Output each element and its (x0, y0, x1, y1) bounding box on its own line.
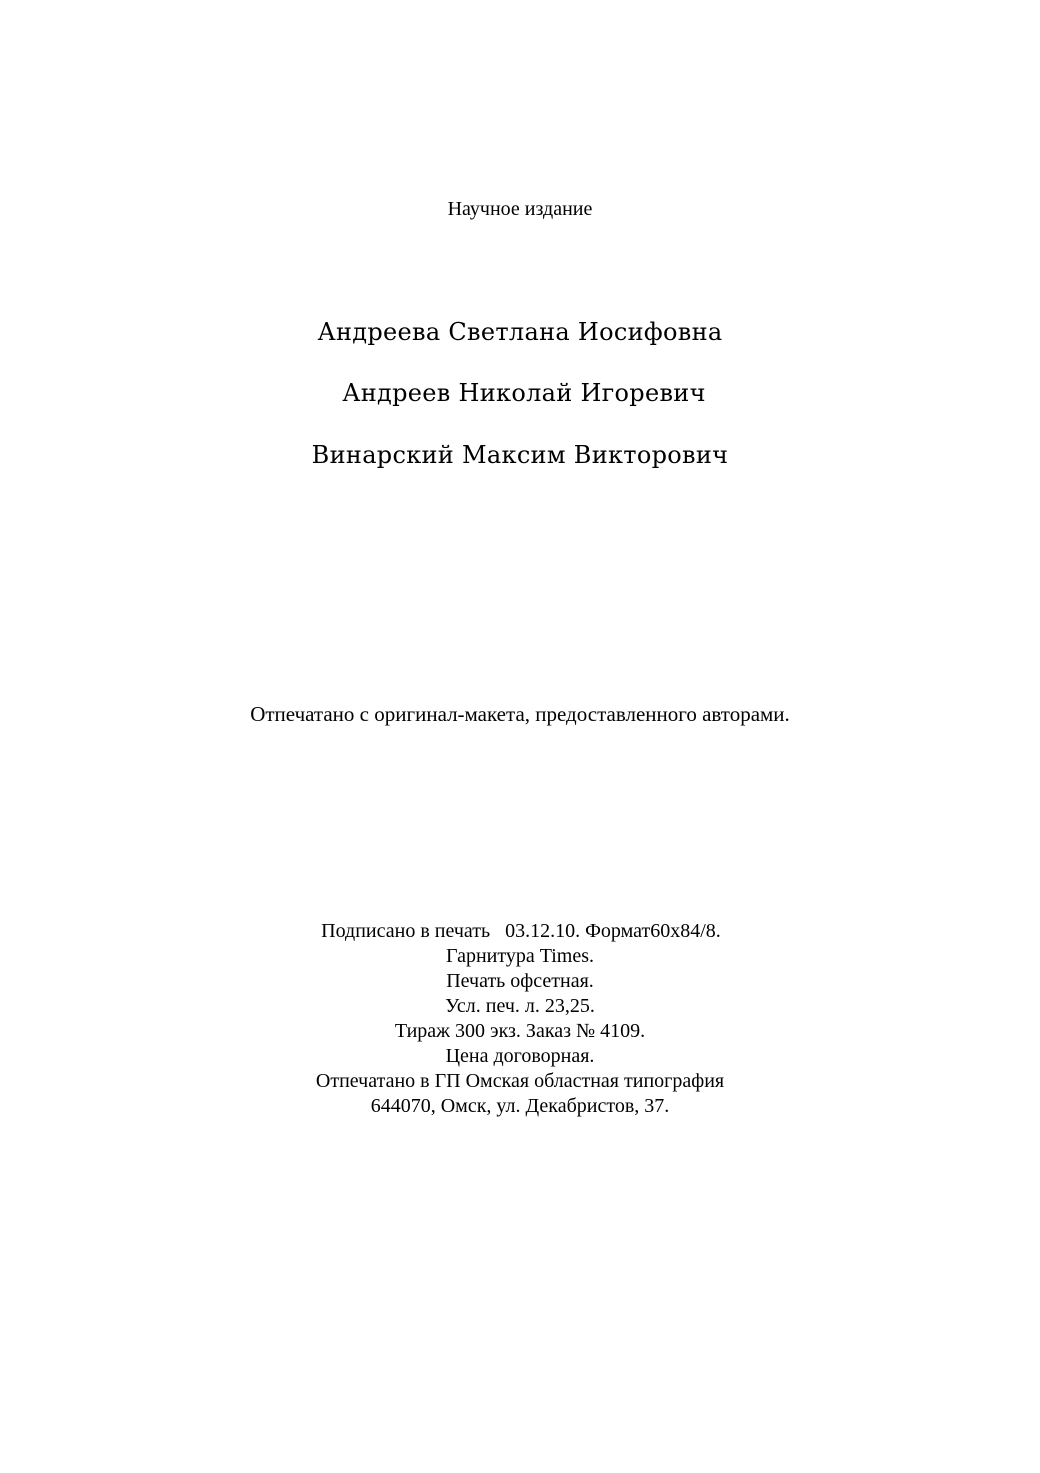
imprint-sheets: Усл. печ. л. 23,25. (445, 995, 595, 1017)
imprint-address: 644070, Омск, ул. Декабристов, 37. (370, 1095, 670, 1117)
author-name: Андреева Светлана Иосифовна (317, 318, 723, 346)
author-name: Андреев Николай Игоревич (342, 379, 706, 407)
imprint-print-type: Печать офсетная. (446, 970, 594, 992)
author-name: Винарский Максим Викторович (311, 441, 729, 469)
imprint-block (0, 919, 1040, 1119)
imprint-printer: Отпечатано в ГП Омская областная типография (315, 1070, 725, 1092)
printed-from-note: Отпечатано с оригинал-макета, предоставленного авторами. (250, 702, 790, 726)
edition-type: Научное издание (447, 198, 593, 220)
imprint-typeface: Гарнитура Times. (446, 945, 594, 967)
imprint-signed: Подписано в печать 03.12.10. Формат60х84/8. (321, 920, 721, 942)
imprint-price: Цена договорная. (445, 1045, 595, 1067)
imprint-run-order: Тираж 300 экз. Заказ № 4109. (394, 1020, 646, 1042)
